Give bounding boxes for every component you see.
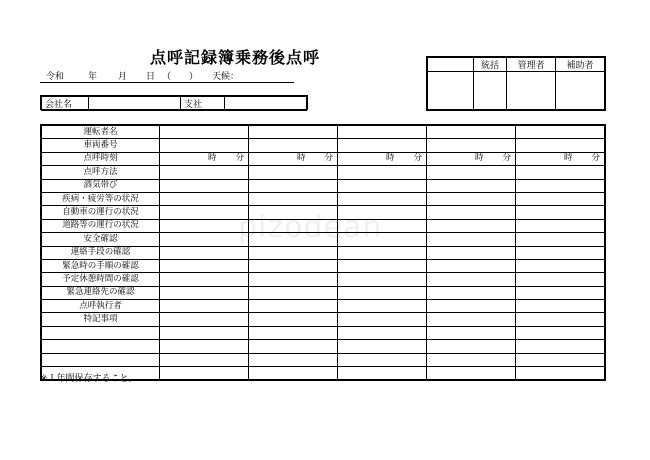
entry-cell[interactable] [338, 340, 427, 353]
minute-unit: 分 [235, 152, 244, 163]
approval-blank-cell [428, 72, 474, 110]
entry-cell[interactable] [249, 259, 338, 272]
row-label: 酒気帯び [42, 179, 160, 192]
entry-cell[interactable] [338, 233, 427, 246]
table-row [42, 152, 605, 165]
entry-cell[interactable] [160, 219, 249, 232]
entry-cell[interactable] [160, 273, 249, 286]
company-box [40, 95, 308, 110]
entry-cell[interactable] [516, 192, 605, 205]
entry-cell[interactable] [338, 259, 427, 272]
entry-cell[interactable] [516, 246, 605, 259]
approval-header-supervisor: 統括 [474, 58, 507, 72]
row-label: 緊急連絡先の確認 [42, 286, 160, 299]
table-row [42, 286, 605, 299]
entry-cell[interactable] [160, 166, 249, 179]
entry-cell[interactable] [427, 367, 516, 380]
minute-unit: 分 [502, 152, 511, 163]
entry-cell[interactable] [249, 273, 338, 286]
entry-cell[interactable] [338, 300, 427, 313]
entry-cell[interactable] [249, 300, 338, 313]
entry-cell[interactable] [516, 340, 605, 353]
entry-cell[interactable] [249, 246, 338, 259]
entry-cell[interactable] [249, 192, 338, 205]
entry-cell[interactable] [427, 192, 516, 205]
entry-cell[interactable] [160, 139, 249, 152]
approval-stamp-assistant[interactable] [556, 72, 605, 110]
entry-cell[interactable] [427, 326, 516, 339]
entry-cell[interactable] [338, 313, 427, 326]
entry-cell[interactable] [160, 286, 249, 299]
entry-cell[interactable] [160, 326, 249, 339]
table-row [42, 313, 605, 326]
row-label: 緊急時の手順の確認 [42, 259, 160, 272]
entry-cell[interactable] [516, 166, 605, 179]
entry-cell[interactable] [160, 300, 249, 313]
entry-cell[interactable] [160, 367, 249, 380]
entry-cell[interactable] [516, 219, 605, 232]
entry-cell[interactable] [338, 367, 427, 380]
row-label [42, 326, 160, 339]
table-row [42, 259, 605, 272]
entry-cell[interactable] [160, 179, 249, 192]
era-label: 令和 [46, 72, 65, 82]
entry-cell[interactable] [427, 206, 516, 219]
entry-cell[interactable] [249, 219, 338, 232]
row-label: 予定休憩時間の確認 [42, 273, 160, 286]
table-row [42, 273, 605, 286]
weekday-label: （ ） [162, 72, 199, 82]
entry-cell[interactable] [427, 139, 516, 152]
table-row [42, 246, 605, 259]
weather-label: 天候： [212, 72, 240, 82]
entry-cell[interactable] [249, 166, 338, 179]
entry-cell[interactable] [516, 313, 605, 326]
entry-cell[interactable] [249, 126, 338, 139]
entry-cell[interactable] [338, 166, 427, 179]
table-row [42, 179, 605, 192]
entry-cell[interactable] [427, 340, 516, 353]
entry-cell[interactable] [516, 273, 605, 286]
entry-cell[interactable] [249, 179, 338, 192]
row-label: 運転者名 [42, 126, 160, 139]
entry-cell[interactable] [338, 152, 427, 165]
table-row [42, 219, 605, 232]
entry-cell[interactable] [160, 152, 249, 165]
row-label [42, 353, 160, 366]
entry-cell[interactable] [338, 192, 427, 205]
entry-cell[interactable] [249, 313, 338, 326]
entry-cell[interactable] [338, 206, 427, 219]
page-title: 点呼記録簿乗務後点呼 [150, 48, 321, 67]
approval-header-manager: 管理者 [507, 58, 556, 72]
retention-note: ※１年間保存すること。 [40, 374, 138, 384]
row-label: 点呼執行者 [42, 300, 160, 313]
approval-header-assistant: 補助者 [556, 58, 605, 72]
minute-unit: 分 [413, 152, 422, 163]
row-label: 点呼時刻 [42, 152, 160, 165]
branch-label: 支社 [181, 97, 225, 111]
entry-cell[interactable] [427, 179, 516, 192]
entry-cell[interactable] [516, 353, 605, 366]
hour-unit: 時 [386, 152, 395, 163]
approval-box [426, 56, 606, 111]
entry-cell[interactable] [427, 126, 516, 139]
entry-cell[interactable] [516, 259, 605, 272]
table-row [42, 126, 605, 139]
entry-cell[interactable] [338, 326, 427, 339]
table-row [42, 340, 605, 353]
entry-cell[interactable] [249, 233, 338, 246]
table-row [42, 326, 605, 339]
entry-cell[interactable] [516, 152, 605, 165]
table-row [42, 233, 605, 246]
company-field[interactable] [89, 97, 181, 111]
watermark: pizodean [238, 210, 383, 245]
entry-cell[interactable] [338, 273, 427, 286]
entry-cell[interactable] [160, 192, 249, 205]
row-label: 自動車の運行の状況 [42, 206, 160, 219]
entry-cell[interactable] [249, 206, 338, 219]
entry-cell[interactable] [427, 286, 516, 299]
entry-cell[interactable] [427, 353, 516, 366]
entry-cell[interactable] [338, 219, 427, 232]
hour-unit: 時 [208, 152, 217, 163]
entry-cell[interactable] [160, 233, 249, 246]
date-line [40, 68, 294, 83]
entry-cell[interactable] [160, 340, 249, 353]
approval-stamp-manager[interactable] [507, 72, 556, 110]
entry-cell[interactable] [249, 353, 338, 366]
entry-cell[interactable] [160, 206, 249, 219]
entry-cell[interactable] [249, 139, 338, 152]
entry-cell[interactable] [338, 179, 427, 192]
year-label: 年 [88, 72, 98, 82]
company-label: 会社名 [42, 97, 89, 111]
month-label: 月 [118, 72, 128, 82]
hour-unit: 時 [475, 152, 484, 163]
entry-cell[interactable] [516, 233, 605, 246]
entry-cell[interactable] [516, 300, 605, 313]
branch-field[interactable] [225, 97, 307, 111]
table-row [42, 139, 605, 152]
table-row [42, 166, 605, 179]
entry-cell[interactable] [160, 353, 249, 366]
entry-cell[interactable] [427, 273, 516, 286]
entry-cell[interactable] [427, 259, 516, 272]
entry-cell[interactable] [427, 219, 516, 232]
approval-stamp-supervisor[interactable] [474, 72, 507, 110]
entry-cell[interactable] [160, 246, 249, 259]
entry-cell[interactable] [338, 353, 427, 366]
table-row [42, 353, 605, 366]
row-label: 疾病・疲労等の状況 [42, 192, 160, 205]
entry-cell[interactable] [427, 233, 516, 246]
entry-cell[interactable] [516, 286, 605, 299]
entry-cell[interactable] [160, 313, 249, 326]
row-label: 連絡手段の確認 [42, 246, 160, 259]
entry-cell[interactable] [249, 326, 338, 339]
hour-unit: 時 [564, 152, 573, 163]
entry-cell[interactable] [160, 259, 249, 272]
approval-blank-header [428, 58, 474, 72]
entry-cell[interactable] [516, 126, 605, 139]
minute-unit: 分 [324, 152, 333, 163]
table-row [42, 300, 605, 313]
row-label: 車両番号 [42, 139, 160, 152]
entry-cell[interactable] [427, 246, 516, 259]
row-label: 点呼方法 [42, 166, 160, 179]
hour-unit: 時 [297, 152, 306, 163]
entry-cell[interactable] [427, 300, 516, 313]
entry-cell[interactable] [516, 367, 605, 380]
table-row [42, 206, 605, 219]
entry-cell[interactable] [516, 326, 605, 339]
minute-unit: 分 [591, 152, 600, 163]
row-label: 安全確認 [42, 233, 160, 246]
entry-cell[interactable] [249, 367, 338, 380]
entry-cell[interactable] [427, 166, 516, 179]
row-label: 道路等の運行の状況 [42, 219, 160, 232]
entry-cell[interactable] [427, 152, 516, 165]
entry-cell[interactable] [249, 152, 338, 165]
entry-cell[interactable] [516, 139, 605, 152]
record-table [40, 124, 606, 381]
entry-cell[interactable] [160, 126, 249, 139]
entry-cell[interactable] [338, 126, 427, 139]
row-label [42, 340, 160, 353]
entry-cell[interactable] [249, 286, 338, 299]
day-label: 日 [146, 72, 156, 82]
entry-cell[interactable] [516, 179, 605, 192]
entry-cell[interactable] [338, 246, 427, 259]
table-row [42, 192, 605, 205]
entry-cell[interactable] [427, 313, 516, 326]
entry-cell[interactable] [338, 139, 427, 152]
row-label: 特記事項 [42, 313, 160, 326]
entry-cell[interactable] [516, 206, 605, 219]
entry-cell[interactable] [249, 340, 338, 353]
entry-cell[interactable] [338, 286, 427, 299]
